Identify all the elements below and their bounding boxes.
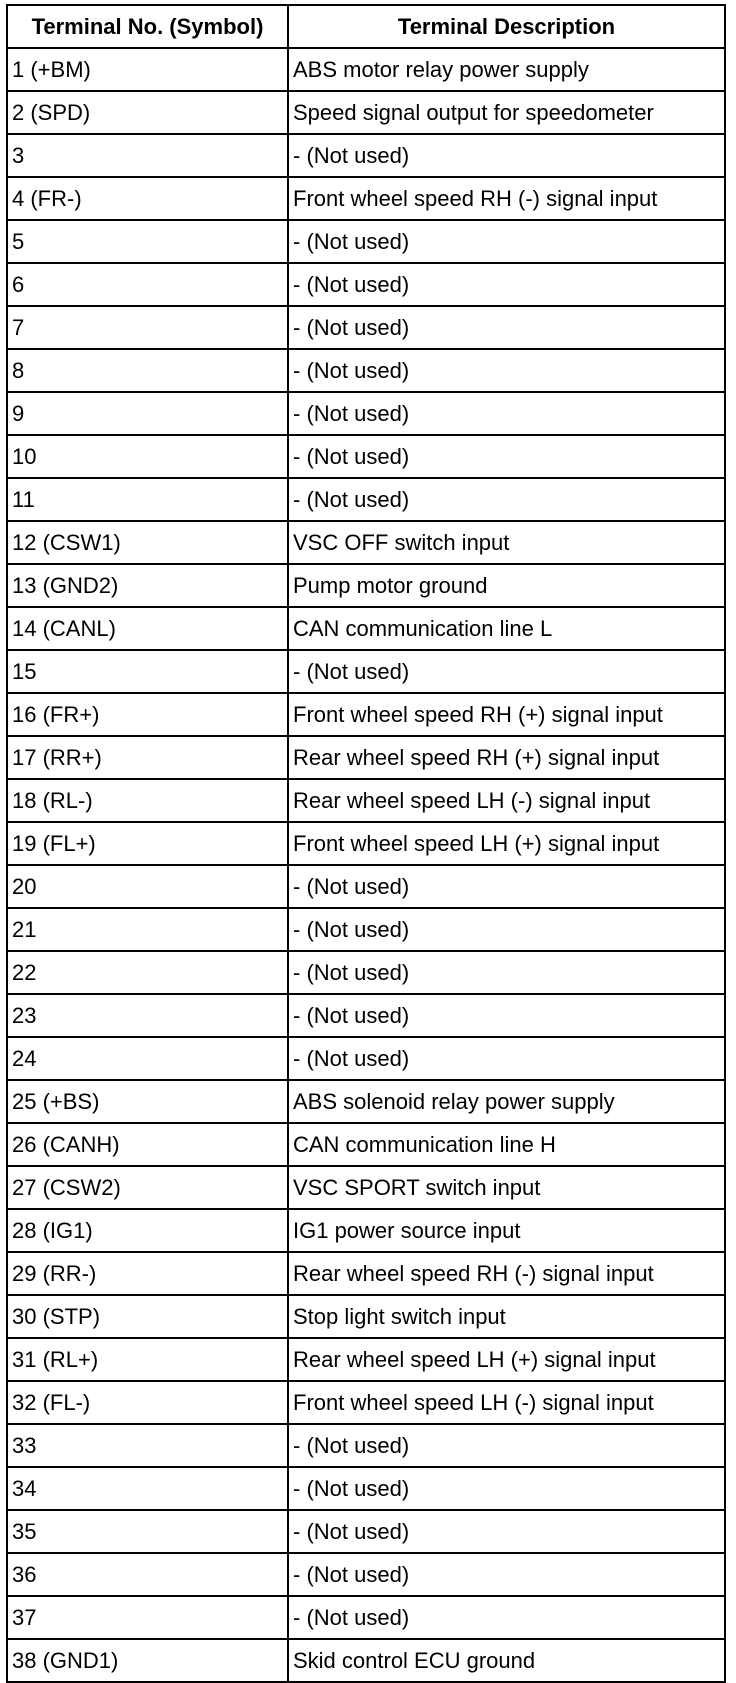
- terminal-description-cell: - (Not used): [288, 263, 725, 306]
- terminal-description-cell: - (Not used): [288, 220, 725, 263]
- terminal-no-cell: 28 (IG1): [7, 1209, 288, 1252]
- table-row: [7, 435, 725, 478]
- terminal-description-cell: ABS motor relay power supply: [288, 48, 725, 91]
- terminal-no-cell: 34: [7, 1467, 288, 1510]
- table-row: [7, 134, 725, 177]
- table-row: [7, 650, 725, 693]
- terminal-no-cell: 37: [7, 1596, 288, 1639]
- terminal-no-cell: 21: [7, 908, 288, 951]
- terminal-description-cell: Rear wheel speed LH (-) signal input: [288, 779, 725, 822]
- terminal-description-cell: - (Not used): [288, 392, 725, 435]
- terminal-description-cell: - (Not used): [288, 1424, 725, 1467]
- terminal-description-cell: IG1 power source input: [288, 1209, 725, 1252]
- table-row: [7, 994, 725, 1037]
- terminal-description-cell: - (Not used): [288, 349, 725, 392]
- terminal-description-cell: VSC SPORT switch input: [288, 1166, 725, 1209]
- terminal-no-cell: 6: [7, 263, 288, 306]
- terminal-description-cell: - (Not used): [288, 306, 725, 349]
- terminal-no-cell: 1 (+BM): [7, 48, 288, 91]
- table-row: [7, 865, 725, 908]
- terminal-description-cell: - (Not used): [288, 908, 725, 951]
- terminal-no-cell: 9: [7, 392, 288, 435]
- table-row: [7, 1080, 725, 1123]
- terminal-no-cell: 5: [7, 220, 288, 263]
- table-row: [7, 951, 725, 994]
- terminal-no-cell: 36: [7, 1553, 288, 1596]
- table-row: [7, 564, 725, 607]
- table-row: [7, 1338, 725, 1381]
- terminal-no-cell: 15: [7, 650, 288, 693]
- terminal-no-cell: 29 (RR-): [7, 1252, 288, 1295]
- terminal-no-cell: 20: [7, 865, 288, 908]
- table-row: [7, 220, 725, 263]
- terminal-description-cell: - (Not used): [288, 951, 725, 994]
- terminal-no-cell: 18 (RL-): [7, 779, 288, 822]
- table-row: [7, 177, 725, 220]
- terminal-no-cell: 16 (FR+): [7, 693, 288, 736]
- table-row: [7, 306, 725, 349]
- terminal-no-cell: 38 (GND1): [7, 1639, 288, 1682]
- table-row: [7, 1209, 725, 1252]
- table-row: [7, 1424, 725, 1467]
- table-row: [7, 1381, 725, 1424]
- table-row: [7, 1467, 725, 1510]
- terminal-description-cell: - (Not used): [288, 1553, 725, 1596]
- terminal-description-cell: CAN communication line L: [288, 607, 725, 650]
- terminal-description-cell: Rear wheel speed RH (-) signal input: [288, 1252, 725, 1295]
- table-row: [7, 392, 725, 435]
- table-row: [7, 1037, 725, 1080]
- terminal-no-cell: 7: [7, 306, 288, 349]
- terminal-no-cell: 10: [7, 435, 288, 478]
- table-row: [7, 1596, 725, 1639]
- header-terminal-no: Terminal No. (Symbol): [7, 5, 288, 48]
- table-row: [7, 607, 725, 650]
- terminal-description-cell: Skid control ECU ground: [288, 1639, 725, 1682]
- terminal-description-cell: - (Not used): [288, 435, 725, 478]
- table-row: [7, 822, 725, 865]
- terminal-description-cell: - (Not used): [288, 134, 725, 177]
- terminal-no-cell: 33: [7, 1424, 288, 1467]
- table-row: [7, 736, 725, 779]
- terminal-description-cell: - (Not used): [288, 650, 725, 693]
- terminal-no-cell: 2 (SPD): [7, 91, 288, 134]
- table-row: [7, 1553, 725, 1596]
- terminal-description-cell: - (Not used): [288, 1467, 725, 1510]
- terminal-no-cell: 25 (+BS): [7, 1080, 288, 1123]
- terminal-no-cell: 17 (RR+): [7, 736, 288, 779]
- table-row: [7, 263, 725, 306]
- terminal-description-cell: - (Not used): [288, 478, 725, 521]
- terminal-description-cell: Pump motor ground: [288, 564, 725, 607]
- terminal-no-cell: 14 (CANL): [7, 607, 288, 650]
- terminal-no-cell: 32 (FL-): [7, 1381, 288, 1424]
- terminal-no-cell: 19 (FL+): [7, 822, 288, 865]
- table-row: [7, 693, 725, 736]
- terminal-no-cell: 13 (GND2): [7, 564, 288, 607]
- terminal-description-cell: Front wheel speed RH (+) signal input: [288, 693, 725, 736]
- terminal-no-cell: 12 (CSW1): [7, 521, 288, 564]
- terminal-description-cell: Front wheel speed LH (-) signal input: [288, 1381, 725, 1424]
- terminal-no-cell: 31 (RL+): [7, 1338, 288, 1381]
- terminal-no-cell: 27 (CSW2): [7, 1166, 288, 1209]
- terminal-description-cell: - (Not used): [288, 1596, 725, 1639]
- terminal-no-cell: 23: [7, 994, 288, 1037]
- table-row: [7, 1295, 725, 1338]
- terminal-description-cell: Front wheel speed RH (-) signal input: [288, 177, 725, 220]
- terminal-no-cell: 8: [7, 349, 288, 392]
- table-row: [7, 779, 725, 822]
- table-row: [7, 91, 725, 134]
- terminal-description-cell: - (Not used): [288, 1037, 725, 1080]
- terminal-no-cell: 4 (FR-): [7, 177, 288, 220]
- terminal-description-cell: CAN communication line H: [288, 1123, 725, 1166]
- table-row: [7, 1123, 725, 1166]
- table-row: [7, 521, 725, 564]
- terminal-description-cell: Stop light switch input: [288, 1295, 725, 1338]
- terminal-description-cell: - (Not used): [288, 1510, 725, 1553]
- terminal-description-cell: VSC OFF switch input: [288, 521, 725, 564]
- terminal-description-cell: Front wheel speed LH (+) signal input: [288, 822, 725, 865]
- header-terminal-description: Terminal Description: [288, 5, 725, 48]
- terminal-no-cell: 22: [7, 951, 288, 994]
- table-row: [7, 349, 725, 392]
- table-row: [7, 1510, 725, 1553]
- terminal-description-cell: Speed signal output for speedometer: [288, 91, 725, 134]
- terminal-no-cell: 35: [7, 1510, 288, 1553]
- table-body: [7, 48, 725, 1682]
- header-row: [7, 5, 725, 48]
- terminal-no-cell: 24: [7, 1037, 288, 1080]
- terminal-description-cell: ABS solenoid relay power supply: [288, 1080, 725, 1123]
- terminal-description-cell: - (Not used): [288, 994, 725, 1037]
- table-row: [7, 1639, 725, 1682]
- terminal-no-cell: 30 (STP): [7, 1295, 288, 1338]
- table-header: [7, 5, 725, 48]
- table-row: [7, 48, 725, 91]
- terminal-table: [6, 4, 726, 1683]
- table-row: [7, 1252, 725, 1295]
- table-row: [7, 478, 725, 521]
- terminal-description-cell: Rear wheel speed RH (+) signal input: [288, 736, 725, 779]
- terminal-description-cell: - (Not used): [288, 865, 725, 908]
- terminal-no-cell: 26 (CANH): [7, 1123, 288, 1166]
- terminal-description-cell: Rear wheel speed LH (+) signal input: [288, 1338, 725, 1381]
- terminal-no-cell: 3: [7, 134, 288, 177]
- table-row: [7, 908, 725, 951]
- table-row: [7, 1166, 725, 1209]
- terminal-no-cell: 11: [7, 478, 288, 521]
